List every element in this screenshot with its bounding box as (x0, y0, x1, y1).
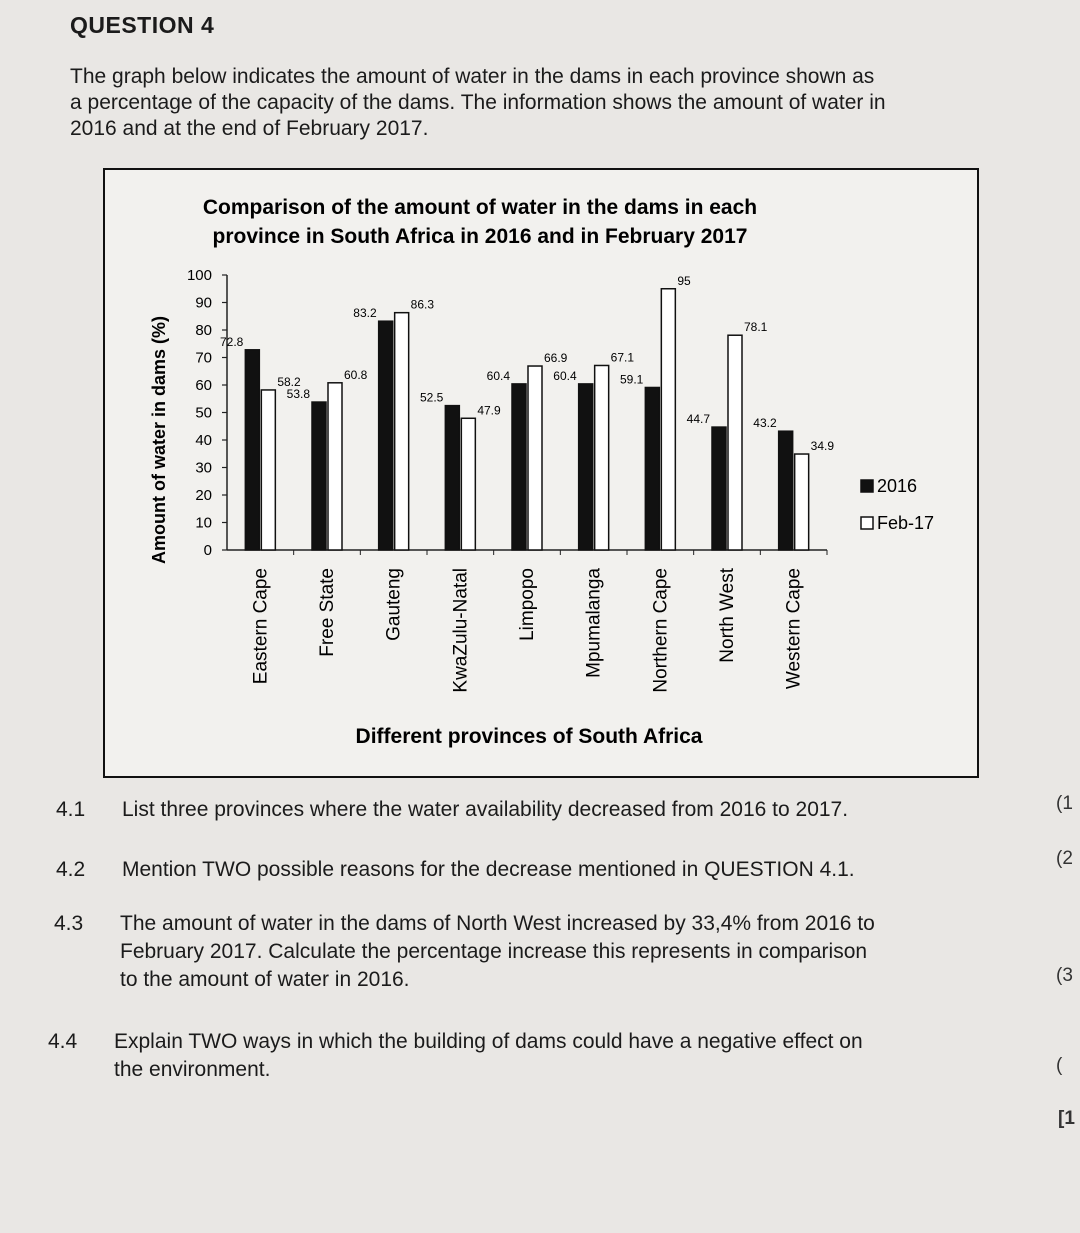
y-tick-label: 70 (195, 349, 212, 367)
bar-feb-17 (795, 454, 809, 550)
data-label: 95 (677, 273, 691, 288)
legend-swatch (861, 517, 873, 529)
question-line: Mention TWO possible reasons for the decrease mentioned in QUESTION 4.1. (122, 858, 855, 881)
y-tick-label: 90 (195, 294, 212, 312)
y-tick-label: 30 (195, 459, 212, 477)
x-tick-label: KwaZulu-Natal (450, 568, 472, 693)
data-label: 34.9 (810, 439, 835, 454)
data-label: 53.8 (286, 387, 310, 402)
data-label: 59.1 (619, 372, 644, 387)
bar-feb-17 (595, 365, 609, 550)
question-number: 4.4 (48, 1030, 78, 1053)
question-line: Explain TWO ways in which the building of dams could have a negative effect on (114, 1030, 863, 1053)
question-marks: (3 (1056, 965, 1073, 986)
legend-swatch (861, 480, 873, 492)
data-label: 67.1 (610, 350, 635, 365)
question-text (122, 796, 848, 824)
x-tick-label: Eastern Cape (250, 568, 272, 685)
x-tick-label: North West (717, 568, 738, 663)
bar-2016 (579, 384, 593, 550)
data-label: 83.2 (353, 306, 377, 321)
bar-2016 (712, 427, 726, 550)
y-tick-label: 60 (195, 377, 212, 394)
data-label: 44.7 (686, 412, 710, 427)
y-tick-label: 80 (195, 322, 212, 339)
chart-legend (861, 476, 934, 533)
chart-title-line1: Comparison of the amount of water in the dams in each (202, 196, 758, 219)
bar-feb-17 (261, 390, 275, 550)
chart-title-line2: province in South Africa in 2016 and in February 2017 (212, 225, 748, 248)
data-label: 47.9 (477, 403, 501, 418)
question-marks: (1 (1056, 793, 1073, 814)
data-label: 52.5 (419, 390, 444, 405)
data-label: 60.8 (344, 367, 368, 382)
y-tick-label: 40 (195, 432, 212, 449)
bar-2016 (379, 321, 393, 550)
intro-line: 2016 and at the end of February 2017. (70, 117, 429, 140)
data-label: 72.8 (219, 334, 244, 349)
question-title: QUESTION 4 (70, 12, 215, 38)
question-line: the environment. (114, 1058, 271, 1081)
bar-2016 (445, 406, 459, 550)
chart-frame (103, 168, 979, 778)
plot-area (187, 267, 834, 693)
question-text (114, 1028, 863, 1084)
bar-2016 (512, 384, 526, 550)
bar-feb-17 (328, 383, 342, 550)
bar-2016 (245, 350, 259, 550)
data-label: 60.4 (553, 368, 577, 383)
bar-feb-17 (461, 418, 475, 550)
data-label: 66.9 (544, 351, 568, 366)
y-tick-label: 100 (186, 267, 212, 284)
legend-label: 2016 (877, 476, 918, 496)
question-text (122, 856, 855, 884)
question-number: 4.3 (54, 912, 84, 935)
question-text (120, 910, 875, 994)
data-label: 86.3 (410, 297, 435, 312)
bar-feb-17 (395, 313, 409, 550)
data-label: 43.2 (753, 416, 777, 431)
data-label: 60.4 (486, 368, 510, 383)
bar-feb-17 (661, 289, 675, 550)
y-tick-label: 0 (203, 542, 212, 559)
question-line: February 2017. Calculate the percentage increase this represents in comparison (120, 940, 868, 963)
x-tick-label: Mpumalanga (583, 568, 605, 678)
bar-feb-17 (728, 335, 742, 550)
y-tick-label: 20 (195, 487, 212, 504)
y-axis-label: Amount of water in dams (%) (149, 315, 169, 565)
bar-2016 (779, 431, 793, 550)
bar-chart (105, 170, 977, 776)
data-label: 58.2 (277, 374, 301, 389)
x-tick-label: Free State (317, 568, 338, 657)
x-tick-label: Northern Cape (650, 568, 672, 693)
y-tick-label: 10 (195, 514, 212, 532)
question-marks: (2 (1056, 848, 1073, 869)
total-marks: [1 (1058, 1108, 1075, 1129)
bar-feb-17 (528, 366, 542, 550)
question-number: 4.2 (56, 858, 86, 881)
intro-paragraph (70, 64, 1000, 142)
question-number: 4.1 (56, 798, 86, 821)
question-line: The amount of water in the dams of North West increased by 33,4% from 2016 to (120, 912, 875, 935)
bar-2016 (312, 402, 326, 550)
intro-line: a percentage of the capacity of the dams. The information shows the amount of water in (70, 91, 886, 114)
question-line: List three provinces where the water availability decreased from 2016 to 2017. (122, 798, 849, 821)
data-label: 78.1 (744, 320, 768, 335)
x-tick-label: Limpopo (517, 568, 538, 641)
question-marks: ( (1056, 1055, 1063, 1076)
x-axis-label: Different provinces of South Africa (355, 725, 703, 748)
y-tick-label: 50 (195, 404, 212, 422)
legend-label: Feb-17 (877, 513, 935, 533)
x-tick-label: Western Cape (783, 568, 805, 690)
bar-2016 (645, 387, 659, 550)
intro-line: The graph below indicates the amount of water in the dams in each province shown as (70, 65, 875, 88)
question-line: to the amount of water in 2016. (120, 968, 410, 991)
x-tick-label: Gauteng (383, 568, 405, 641)
